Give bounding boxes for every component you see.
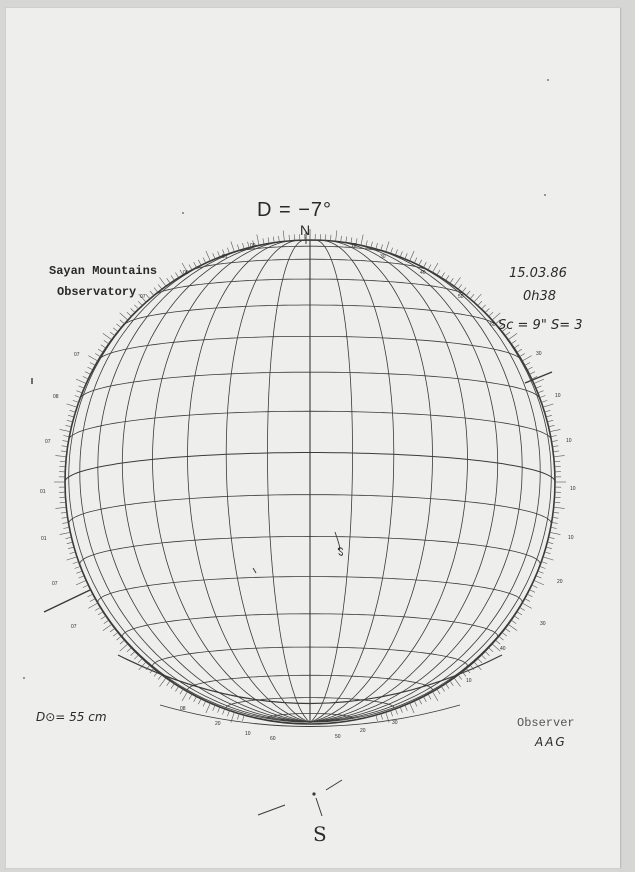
scale-label-bottom: 20: [215, 721, 221, 727]
scale-tick: [113, 632, 118, 636]
scale-tick: [154, 288, 158, 293]
scale-tick: [150, 291, 154, 296]
scale-tick: [273, 237, 274, 243]
scale-tick: [474, 294, 481, 302]
scale-tick: [554, 456, 565, 457]
axis-tick-left: [44, 590, 90, 612]
scale-tick: [400, 707, 402, 713]
scale-tick: [547, 420, 553, 422]
scale-tick: [218, 251, 220, 257]
scale-label-right: 10: [466, 678, 472, 684]
scale-label-top: 01: [222, 254, 228, 260]
scale-tick: [499, 636, 504, 640]
scale-tick: [540, 566, 546, 568]
scale-tick: [60, 502, 66, 503]
scale-tick: [198, 260, 201, 265]
scale-tick: [268, 237, 269, 243]
paper-speck: [547, 79, 549, 81]
scale-tick: [540, 396, 546, 398]
scale-tick: [547, 542, 553, 544]
scale-tick: [489, 648, 494, 652]
scale-tick: [508, 624, 517, 630]
scale-tick: [61, 451, 67, 452]
scale-tick: [90, 363, 95, 366]
scale-tick: [395, 250, 397, 256]
scale-tick: [146, 294, 150, 299]
scale-tick: [88, 356, 98, 361]
scale-label-top: 60: [490, 322, 496, 328]
scale-tick: [441, 686, 444, 691]
scale-tick: [55, 456, 66, 457]
scale-label-right: 30: [540, 621, 546, 627]
scale-tick: [76, 379, 86, 384]
scale-tick: [88, 367, 93, 370]
south-mark-center: [316, 798, 322, 816]
scale-tick: [194, 697, 197, 702]
meridian-line: [310, 241, 433, 722]
scale-label-right: 10: [568, 535, 574, 541]
scale-label-left: 01: [41, 536, 47, 542]
scale-tick: [223, 709, 225, 715]
scale-tick: [554, 461, 560, 462]
scale-tick: [79, 386, 85, 388]
scale-tick: [517, 349, 522, 352]
scale-tick: [517, 612, 522, 615]
scale-tick: [553, 451, 559, 452]
scale-tick: [520, 607, 525, 610]
scale-tick: [485, 308, 489, 312]
scale-tick: [227, 248, 229, 254]
observer-label: Observer: [517, 716, 575, 730]
scale-tick: [138, 301, 142, 305]
scale-tick: [98, 612, 103, 615]
declination-title: D = −7°: [257, 199, 333, 221]
scale-tick: [117, 636, 122, 640]
scale-tick: [76, 580, 86, 585]
scale-tick: [237, 714, 239, 720]
scale-tick: [386, 242, 389, 252]
meridian-line: [268, 240, 311, 722]
scale-tick: [545, 410, 551, 412]
scale-tick: [289, 235, 290, 241]
scale-tick: [120, 313, 128, 320]
scale-tick: [525, 599, 530, 602]
scale-tick: [481, 305, 485, 309]
scale-tick: [478, 658, 482, 662]
sunspot-mark: [335, 532, 340, 548]
scale-label-left: 07: [74, 352, 80, 358]
scale-label-left: 07: [45, 439, 51, 445]
scale-tick: [231, 242, 234, 252]
scale-tick: [553, 512, 559, 513]
scale-tick: [138, 658, 142, 662]
scale-tick: [554, 502, 560, 503]
disk-diameter: D⊙= 55 cm: [36, 710, 107, 724]
scale-tick: [514, 616, 519, 619]
scale-label-right: 10: [555, 393, 561, 399]
scale-tick: [381, 714, 383, 720]
scale-tick: [502, 632, 507, 636]
scale-tick: [77, 571, 83, 573]
scale-tick: [414, 701, 417, 706]
scale-label-top: 30: [380, 254, 386, 260]
scale-label-bottom: 08: [180, 706, 186, 712]
scale-tick: [536, 576, 542, 578]
scale-tick: [400, 251, 402, 257]
scale-tick: [63, 436, 69, 437]
spot-mark-small: [253, 568, 256, 573]
observatory-name-line1: Sayan Mountains: [49, 264, 158, 278]
scale-tick: [67, 420, 73, 422]
scale-tick: [376, 715, 378, 721]
scale-tick: [243, 243, 245, 249]
scale-tick: [203, 701, 206, 706]
south-mark-left: [258, 805, 285, 815]
scale-label-left: 01: [40, 489, 46, 495]
scale-tick: [541, 562, 547, 564]
scale-tick: [158, 675, 162, 680]
scale-tick: [77, 391, 83, 393]
scale-tick: [550, 429, 561, 431]
scale-tick: [550, 532, 561, 534]
scale-tick: [437, 689, 440, 694]
scale-tick: [551, 436, 557, 437]
scale-tick: [391, 711, 393, 717]
scale-tick: [496, 640, 501, 644]
scale-tick: [554, 507, 565, 508]
scale-label-left: 07: [71, 624, 77, 630]
scale-tick: [552, 441, 558, 442]
south-dot: [312, 792, 315, 795]
scale-tick: [110, 628, 115, 632]
scale-tick: [104, 340, 109, 344]
scale-tick: [546, 547, 552, 549]
scale-label-bottom: 60: [270, 736, 276, 742]
scale-tick: [536, 386, 542, 388]
scale-label-left: 08: [53, 394, 59, 400]
scale-tick: [95, 607, 100, 610]
scale-tick: [446, 684, 449, 689]
scale-tick: [405, 253, 407, 259]
scale-tick: [527, 367, 532, 370]
scale-tick: [131, 308, 135, 312]
meridian-line: [310, 243, 498, 722]
scale-tick: [127, 648, 131, 652]
observation-time: 0h38: [523, 289, 557, 304]
scale-tick: [189, 694, 192, 699]
scale-tick: [424, 697, 427, 702]
scale-tick: [331, 235, 332, 241]
scale-tick: [60, 461, 66, 462]
scale-tick: [541, 400, 547, 402]
scale-tick: [95, 354, 100, 357]
scale-tick: [75, 566, 81, 568]
scale-label-top: 10: [351, 243, 357, 249]
scale-tick: [206, 251, 210, 261]
observer-initials: AAG: [535, 735, 567, 749]
scale-tick: [88, 603, 98, 608]
scale-tick: [508, 333, 517, 339]
scale-tick: [371, 242, 373, 248]
scale-label-bottom: 10: [245, 731, 251, 737]
scale-tick: [520, 354, 525, 357]
scale-tick: [505, 628, 510, 632]
scale-tick: [120, 320, 125, 324]
paper-speck: [182, 212, 184, 214]
scale-tick: [376, 243, 378, 249]
meridian-line: [80, 253, 310, 722]
scale-tick: [227, 711, 229, 717]
scale-tick: [428, 694, 431, 699]
scale-tick: [279, 236, 280, 242]
scale-tick: [538, 391, 544, 393]
scale-tick: [83, 585, 89, 588]
scale-tick: [532, 585, 538, 588]
scale-tick: [283, 231, 284, 242]
scale-tick: [90, 599, 95, 602]
scale-label-right: 20: [557, 579, 563, 585]
scale-tick: [62, 441, 68, 442]
meridian-line: [310, 240, 353, 722]
scale-tick: [60, 429, 71, 431]
scale-tick: [61, 512, 67, 513]
scale-tick: [171, 684, 174, 689]
scale-tick: [534, 379, 544, 384]
scale-tick: [88, 594, 93, 597]
scale-tick: [189, 265, 192, 270]
scale-tick: [391, 248, 393, 254]
scale-tick: [470, 294, 474, 299]
scale-tick: [450, 681, 454, 686]
scale-tick: [101, 345, 106, 348]
scale-tick: [485, 651, 489, 655]
scale-tick: [433, 263, 439, 272]
scale-tick: [104, 620, 109, 624]
scale-tick: [478, 301, 482, 305]
scale-tick: [134, 305, 138, 309]
scale-tick: [546, 415, 552, 417]
scale-tick: [522, 603, 532, 608]
scale-tick: [549, 425, 555, 426]
scale-tick: [543, 404, 554, 407]
meridian-line: [188, 241, 311, 722]
scale-tick: [489, 312, 494, 316]
scale-tick: [458, 675, 462, 680]
scale-tick: [110, 332, 115, 336]
scale-tick: [73, 562, 79, 564]
meridian-line: [98, 245, 310, 722]
scale-tick: [361, 235, 363, 246]
scale-tick: [68, 547, 74, 549]
scale-tick: [525, 363, 530, 366]
scale-tick: [85, 372, 91, 375]
scale-tick: [120, 644, 128, 651]
scale-tick: [419, 260, 422, 265]
scale-tick: [410, 703, 414, 713]
south-mark-right: [326, 780, 342, 790]
scale-tick: [433, 692, 439, 701]
scale-label-top: 05: [183, 270, 189, 276]
scale-label-top: 07: [140, 294, 146, 300]
scale-tick: [336, 231, 337, 242]
scale-tick: [366, 241, 367, 247]
seeing-quality: Sc = 9" S= 3: [498, 318, 583, 333]
scale-tick: [182, 692, 188, 701]
scale-tick: [534, 580, 544, 585]
scale-label-right: 10: [570, 486, 576, 492]
scale-tick: [62, 446, 68, 447]
scale-tick: [257, 235, 259, 246]
scale-tick: [134, 655, 138, 659]
scale-tick: [70, 410, 76, 412]
scale-tick: [218, 707, 220, 713]
scale-tick: [237, 245, 239, 251]
scale-tick: [454, 277, 461, 286]
scale-tick: [113, 328, 118, 332]
scale-tick: [395, 709, 397, 715]
scale-tick: [248, 242, 250, 248]
scale-tick: [538, 571, 544, 573]
scale-tick: [194, 262, 197, 267]
paper-speck: [23, 677, 25, 679]
scale-tick: [511, 620, 516, 624]
scale-tick: [120, 640, 125, 644]
scale-tick: [263, 238, 264, 244]
scale-tick: [101, 616, 106, 619]
scale-tick: [428, 265, 431, 270]
scale-tick: [346, 237, 347, 243]
scale-tick: [213, 705, 215, 711]
scale-tick: [441, 273, 444, 278]
scale-tick: [127, 312, 131, 316]
scale-tick: [243, 715, 245, 721]
heliographic-grid: [65, 240, 555, 727]
scale-tick: [552, 517, 558, 518]
scale-tick: [419, 699, 422, 704]
scale-tick: [414, 258, 417, 263]
scale-tick: [117, 324, 122, 328]
scale-tick: [66, 537, 72, 538]
observatory-name-line2: Observatory: [57, 285, 137, 299]
scale-tick: [213, 253, 215, 259]
scale-label-top: 50: [458, 294, 464, 300]
scale-tick: [552, 446, 558, 447]
scale-label-right: 40: [500, 646, 506, 652]
south-label: S: [313, 822, 327, 846]
scale-tick: [514, 345, 519, 348]
scale-label-bottom: 20: [360, 728, 366, 734]
scale-tick: [381, 245, 383, 251]
scale-tick: [103, 624, 112, 630]
scale-tick: [63, 527, 69, 528]
scale-tick: [158, 284, 162, 289]
scale-tick: [167, 278, 171, 283]
scale-tick: [424, 262, 427, 267]
north-label: N: [300, 222, 311, 238]
scale-tick: [98, 349, 103, 352]
scale-tick: [341, 236, 342, 242]
scale-tick: [529, 590, 535, 593]
scale-tick: [481, 655, 485, 659]
scale-label-left: 07: [52, 581, 58, 587]
scale-tick: [60, 532, 71, 534]
scale-tick: [67, 404, 78, 407]
scale-tick: [437, 270, 440, 275]
scale-label-right: 10: [566, 438, 572, 444]
scale-tick: [70, 552, 76, 554]
scale-tick: [450, 278, 454, 283]
scale-tick: [543, 557, 554, 560]
scale-tick: [511, 340, 516, 344]
scale-tick: [529, 372, 535, 375]
scale-tick: [79, 576, 85, 578]
scale-tick: [551, 527, 557, 528]
scale-tick: [160, 678, 167, 687]
scale-tick: [527, 594, 532, 597]
meridian-line: [122, 243, 310, 722]
scale-tick: [552, 522, 558, 523]
meridian-line: [310, 245, 522, 722]
observation-date: 15.03.86: [509, 266, 567, 281]
scale-tick: [103, 333, 112, 339]
scale-tick: [454, 678, 461, 687]
scale-label-bottom: 50: [335, 734, 341, 740]
scale-tick: [67, 557, 78, 560]
scale-tick: [68, 415, 74, 417]
scale-tick: [167, 681, 171, 686]
scale-tick: [462, 288, 466, 293]
scale-tick: [522, 356, 532, 361]
paper-speck: [544, 194, 546, 196]
scale-tick: [73, 400, 79, 402]
scale-tick: [67, 542, 73, 544]
scale-tick: [171, 275, 174, 280]
scale-tick: [175, 686, 178, 691]
scale-tick: [446, 275, 449, 280]
scale-label-top: 09: [250, 243, 256, 249]
scale-label-top: 40: [420, 270, 426, 276]
scale-tick: [545, 552, 551, 554]
scale-tick: [75, 396, 81, 398]
scale-tick: [175, 273, 178, 278]
scale-tick: [160, 277, 167, 286]
scale-tick: [458, 284, 462, 289]
scale-tick: [180, 689, 183, 694]
scale-tick: [62, 517, 68, 518]
scale-tick: [206, 703, 210, 713]
sunspot-label: ᔕ: [334, 547, 346, 556]
scale-label-bottom: 30: [392, 720, 398, 726]
scale-label-right: 30: [536, 351, 542, 357]
scale-tick: [410, 251, 414, 261]
scale-tick: [66, 425, 72, 426]
scale-tick: [405, 705, 407, 711]
scale-tick: [198, 699, 201, 704]
scale-tick: [203, 258, 206, 263]
scale-tick: [83, 376, 89, 379]
scale-tick: [466, 291, 470, 296]
scale-tick: [55, 507, 66, 508]
scale-tick: [131, 651, 135, 655]
scale-tick: [62, 522, 68, 523]
scale-tick: [549, 537, 555, 538]
